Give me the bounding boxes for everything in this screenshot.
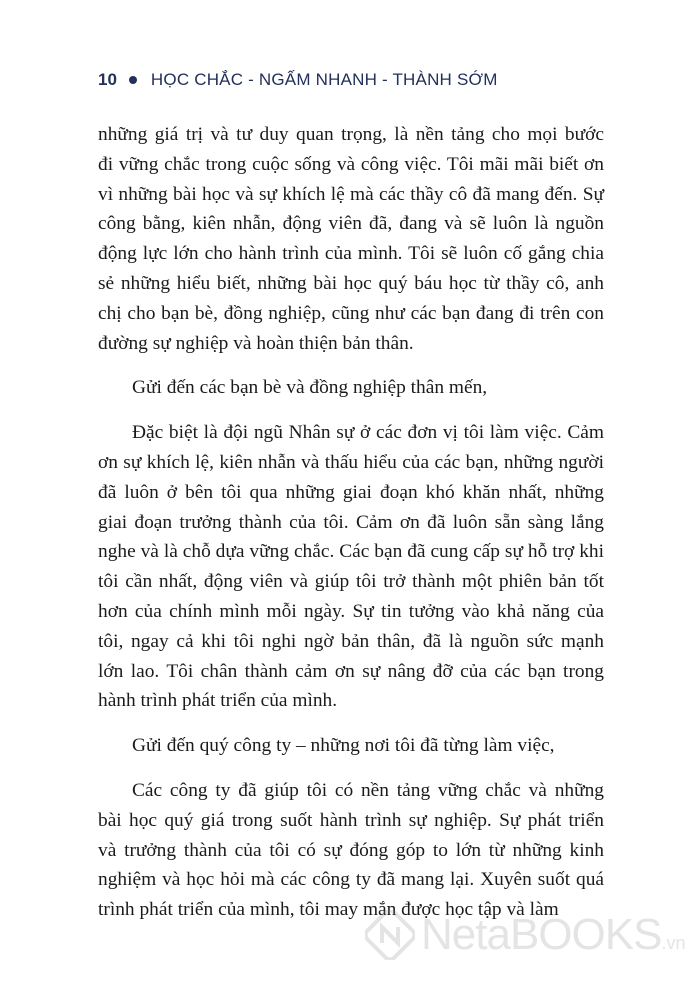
netabooks-logo-icon	[365, 910, 415, 960]
text-line: nghiệm và học hỏi mà các công ty đã mang lại. Xuyên suốt quá	[98, 869, 604, 891]
text-line: Các công ty đã giúp tôi có nền tảng vững chắc và những	[132, 779, 604, 801]
text-line: tôi cần nhất, động viên và giúp tôi trở thành một phiên bản tốt	[98, 571, 604, 593]
paragraph	[98, 418, 604, 716]
text-line: Đặc biệt là đội ngũ Nhân sự ở các đơn vị tôi làm việc. Cảm	[132, 422, 604, 444]
text-line: công bằng, kiên nhẫn, động viên đã, đang và sẽ luôn là nguồn	[98, 213, 604, 235]
text-line: Gửi đến các bạn bè và đồng nghiệp thân mến,	[132, 377, 488, 399]
running-header	[98, 70, 498, 90]
text-line: chị cho bạn bè, đồng nghiệp, cũng như các bạn đang đi trên con	[98, 302, 604, 324]
page-number: 10	[98, 70, 117, 89]
text-line: hơn của chính mình mỗi ngày. Sự tin tưởng vào khả năng của	[98, 600, 604, 622]
paragraph	[98, 120, 604, 358]
text-line: đã luôn ở bên tôi qua những giai đoạn khó khăn nhất, những	[98, 481, 604, 503]
page-body	[98, 120, 604, 940]
watermark-brand-name: NetaBOOKS	[421, 910, 662, 959]
text-line: và trưởng thành của tôi có sự đóng góp to lớn từ những kinh	[98, 839, 604, 861]
text-line: động lực lớn cho hành trình của mình. Tôi sẽ luôn cố gắng chia	[98, 243, 604, 265]
text-line: đường sự nghiệp và hoàn thiện bản thân.	[98, 332, 414, 354]
text-line: bài học quý giá trong suốt hành trình sự nghiệp. Sự phát triển	[98, 809, 604, 831]
watermark	[365, 910, 685, 960]
text-line: tôi, ngay cả khi tôi nghi ngờ bản thân, đã là nguồn sức mạnh	[98, 630, 604, 652]
watermark-brand-suffix: .vn	[661, 933, 686, 953]
text-line: những giá trị và tư duy quan trọng, là nền tảng cho mọi bước	[98, 124, 604, 145]
paragraph	[98, 776, 604, 925]
text-line: ơn sự khích lệ, kiên nhẫn và thấu hiểu của các bạn, những người	[98, 451, 604, 473]
text-line: vì những bài học và sự khích lệ mà các thầy cô đã mang đến. Sự	[98, 183, 604, 205]
text-line: lớn lao. Tôi chân thành cảm ơn sự nâng đỡ của các bạn trong	[98, 660, 604, 682]
paragraph	[98, 731, 604, 761]
text-line: giai đoạn trưởng thành của tôi. Cảm ơn đã luôn sẵn sàng lắng	[98, 511, 604, 533]
running-title: HỌC CHẮC - NGẤM NHANH - THÀNH SỚM	[150, 70, 498, 89]
text-line: trình phát triển của mình, tôi may mắn được học tập và làm	[98, 899, 559, 921]
text-line: đi vững chắc trong cuộc sống và công việc. Tôi mãi mãi biết ơn	[98, 153, 604, 175]
watermark-brand	[421, 910, 685, 960]
paragraph	[98, 373, 604, 403]
text-line: hành trình phát triển của mình.	[98, 690, 338, 712]
text-line: nghe và là chỗ dựa vững chắc. Các bạn đã cung cấp sự hỗ trợ khi	[98, 541, 604, 563]
bullet-dot-icon	[129, 76, 137, 84]
text-line: Gửi đến quý công ty – những nơi tôi đã từng làm việc,	[132, 735, 555, 757]
text-line: sẻ những hiểu biết, những bài học quý báu học từ thầy cô, anh	[98, 272, 604, 294]
